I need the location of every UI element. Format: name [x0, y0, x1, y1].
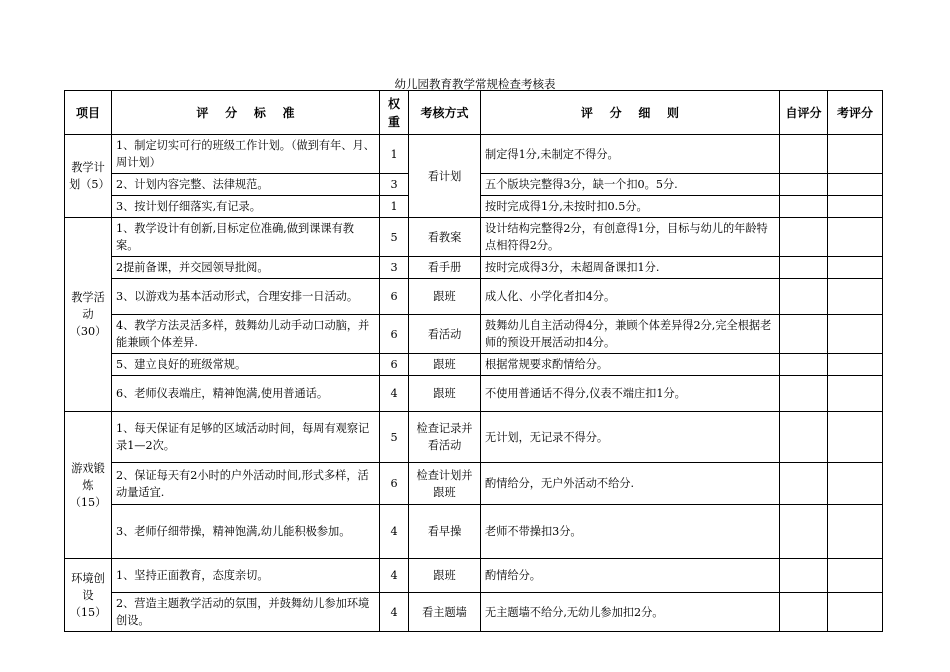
check-score-cell[interactable] — [828, 218, 883, 257]
weight-cell: 5 — [380, 412, 409, 463]
weight-cell: 4 — [380, 593, 409, 632]
check-score-cell[interactable] — [828, 354, 883, 376]
weight-cell: 4 — [380, 559, 409, 593]
detail-cell: 老师不带操扣3分。 — [481, 505, 780, 559]
check-score-cell[interactable] — [828, 196, 883, 218]
method-cell: 看早操 — [409, 505, 481, 559]
detail-cell: 根据常规要求酌情给分。 — [481, 354, 780, 376]
table-row — [65, 257, 883, 279]
header-standard: 评 分 标 准 — [112, 91, 380, 135]
standard-cell: 3、按计划仔细落实,有记录。 — [112, 196, 380, 218]
header-check-score: 考评分 — [828, 91, 883, 135]
method-cell: 看手册 — [409, 257, 481, 279]
self-score-cell[interactable] — [780, 463, 828, 505]
detail-cell: 无主题墙不给分,无幼儿参加扣2分。 — [481, 593, 780, 632]
method-cell: 跟班 — [409, 376, 481, 412]
weight-cell: 6 — [380, 354, 409, 376]
check-score-cell[interactable] — [828, 559, 883, 593]
check-score-cell[interactable] — [828, 376, 883, 412]
weight-cell: 6 — [380, 279, 409, 315]
section-item-environment: 环境创设（15） — [65, 559, 112, 632]
self-score-cell[interactable] — [780, 559, 828, 593]
check-score-cell[interactable] — [828, 174, 883, 196]
self-score-cell[interactable] — [780, 593, 828, 632]
self-score-cell[interactable] — [780, 218, 828, 257]
document-title: 幼儿园教育教学常规检查考核表 — [394, 77, 556, 91]
table-row — [65, 559, 883, 593]
detail-cell: 酌情给分。 — [481, 559, 780, 593]
method-cell: 跟班 — [409, 559, 481, 593]
standard-cell: 2提前备课，并交园领导批阅。 — [112, 257, 380, 279]
check-score-cell[interactable] — [828, 593, 883, 632]
self-score-cell[interactable] — [780, 174, 828, 196]
self-score-cell[interactable] — [780, 135, 828, 174]
section-item-teaching-plan: 教学计划（5） — [65, 135, 112, 218]
check-score-cell[interactable] — [828, 505, 883, 559]
method-cell: 看主题墙 — [409, 593, 481, 632]
standard-cell: 5、建立良好的班级常规。 — [112, 354, 380, 376]
header-method: 考核方式 — [409, 91, 481, 135]
table-row — [65, 593, 883, 632]
header-row — [65, 91, 883, 135]
detail-cell: 鼓舞幼儿自主活动得4分，兼顾个体差异得2分,完全根据老师的预设开展活动扣4分。 — [481, 315, 780, 354]
table-row — [65, 505, 883, 559]
detail-cell: 无计划，无记录不得分。 — [481, 412, 780, 463]
detail-cell: 成人化、小学化者扣4分。 — [481, 279, 780, 315]
table-row — [65, 376, 883, 412]
method-cell: 看教案 — [409, 218, 481, 257]
check-score-cell[interactable] — [828, 257, 883, 279]
self-score-cell[interactable] — [780, 315, 828, 354]
weight-cell: 4 — [380, 376, 409, 412]
check-score-cell[interactable] — [828, 279, 883, 315]
detail-cell: 制定得1分,未制定不得分。 — [481, 135, 780, 174]
method-cell: 跟班 — [409, 279, 481, 315]
table-row — [65, 354, 883, 376]
weight-cell: 1 — [380, 135, 409, 174]
weight-cell: 3 — [380, 174, 409, 196]
detail-cell: 酌情给分，无户外活动不给分. — [481, 463, 780, 505]
self-score-cell[interactable] — [780, 196, 828, 218]
standard-cell: 2、保证每天有2小时的户外活动时间,形式多样，活动量适宜. — [112, 463, 380, 505]
standard-cell: 4、教学方法灵活多样，鼓舞幼儿动手动口动脑，并能兼顾个体差异. — [112, 315, 380, 354]
detail-cell: 设计结构完整得2分，有创意得1分，目标与幼儿的年龄特点相符得2分。 — [481, 218, 780, 257]
weight-cell: 3 — [380, 257, 409, 279]
weight-cell: 5 — [380, 218, 409, 257]
check-score-cell[interactable] — [828, 135, 883, 174]
standard-cell: 1、教学设计有创新,目标定位准确,做到课课有教案。 — [112, 218, 380, 257]
self-score-cell[interactable] — [780, 354, 828, 376]
detail-cell: 不使用普通话不得分,仪表不端庄扣1分。 — [481, 376, 780, 412]
section-item-teaching-activity: 教学活动（30） — [65, 218, 112, 412]
detail-cell: 按时完成得3分，未超周备课扣1分. — [481, 257, 780, 279]
weight-cell: 6 — [380, 463, 409, 505]
standard-cell: 2、计划内容完整、法律规范。 — [112, 174, 380, 196]
self-score-cell[interactable] — [780, 505, 828, 559]
assessment-table — [64, 90, 883, 632]
standard-cell: 1、每天保证有足够的区域活动时间，每周有观察记录1—2次。 — [112, 412, 380, 463]
detail-cell: 按时完成得1分,未按时扣0.5分。 — [481, 196, 780, 218]
header-weight: 权重 — [380, 91, 409, 135]
weight-cell: 4 — [380, 505, 409, 559]
table-row — [65, 218, 883, 257]
self-score-cell[interactable] — [780, 412, 828, 463]
method-cell: 看活动 — [409, 315, 481, 354]
table-row — [65, 135, 883, 174]
detail-cell: 五个版块完整得3分，缺一个扣0。5分. — [481, 174, 780, 196]
header-item: 项目 — [65, 91, 112, 135]
weight-cell: 6 — [380, 315, 409, 354]
check-score-cell[interactable] — [828, 412, 883, 463]
header-self-score: 自评分 — [780, 91, 828, 135]
method-cell: 跟班 — [409, 354, 481, 376]
header-detail: 评 分 细 则 — [481, 91, 780, 135]
standard-cell: 2、营造主题教学活动的氛围，并鼓舞幼儿参加环境创设。 — [112, 593, 380, 632]
method-cell: 检查计划并跟班 — [409, 463, 481, 505]
method-cell: 看计划 — [409, 135, 481, 218]
self-score-cell[interactable] — [780, 257, 828, 279]
standard-cell: 1、坚持正面教育，态度亲切。 — [112, 559, 380, 593]
check-score-cell[interactable] — [828, 315, 883, 354]
standard-cell: 6、老师仪表端庄，精神饱满,使用普通话。 — [112, 376, 380, 412]
section-item-games-exercise: 游戏锻炼（15） — [65, 412, 112, 559]
self-score-cell[interactable] — [780, 376, 828, 412]
table-row — [65, 412, 883, 463]
table-row — [65, 279, 883, 315]
standard-cell: 3、老师仔细带操，精神饱满,幼儿能积极参加。 — [112, 505, 380, 559]
table-row — [65, 315, 883, 354]
check-score-cell[interactable] — [828, 463, 883, 505]
standard-cell: 3、以游戏为基本活动形式，合理安排一日活动。 — [112, 279, 380, 315]
method-cell: 检查记录并看活动 — [409, 412, 481, 463]
weight-cell: 1 — [380, 196, 409, 218]
standard-cell: 1、制定切实可行的班级工作计划。（做到有年、月、周计划） — [112, 135, 380, 174]
self-score-cell[interactable] — [780, 279, 828, 315]
table-row — [65, 463, 883, 505]
